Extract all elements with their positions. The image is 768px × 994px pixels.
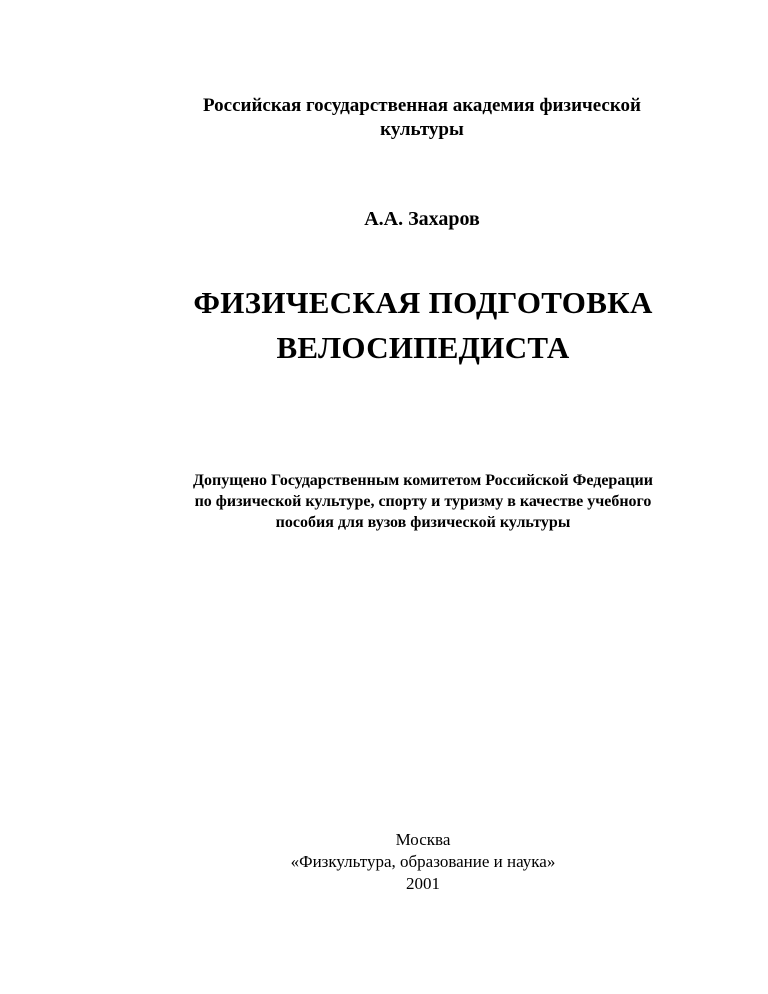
author-name [38, 206, 768, 232]
institution-line-1: Российская государственная академия физической [203, 95, 641, 116]
approval-statement [39, 470, 768, 533]
approval-line-1: Допущено Государственным комитетом Российской Федерации [193, 472, 653, 489]
publisher-info [39, 829, 768, 895]
book-title [39, 280, 768, 370]
publisher-name: «Физкультура, образование и наука» [290, 852, 556, 871]
author-line: А.А. Захаров [364, 208, 480, 230]
approval-line-3: пособия для вузов физической культуры [275, 514, 571, 531]
approval-line-2: по физической культуре, спорту и туризму в качестве учебного [194, 493, 652, 510]
institution-line-2: культуры [380, 119, 464, 140]
institution-name [38, 94, 768, 142]
publisher-city: Москва [395, 830, 451, 849]
title-line-1: ФИЗИЧЕСКАЯ ПОДГОТОВКА [193, 285, 653, 320]
title-line-2: ВЕЛОСИПЕДИСТА [276, 330, 570, 365]
publication-year: 2001 [406, 874, 440, 893]
